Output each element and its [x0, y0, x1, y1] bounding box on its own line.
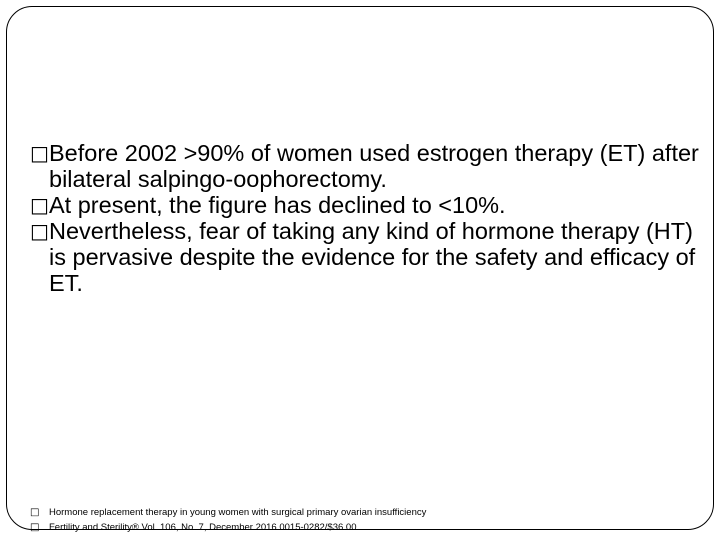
reference-item [30, 520, 690, 535]
square-bullet-icon: □ [30, 507, 40, 518]
bullet-list [30, 140, 705, 296]
bullet-item [30, 192, 705, 218]
bullet-item [30, 140, 705, 192]
square-bullet-icon: □ [30, 193, 49, 217]
square-bullet-icon: □ [30, 141, 49, 165]
reference-text: Fertility and Sterility® Vol. 106, No. 7, December 2016 0015-0282/$36.00 [49, 522, 357, 533]
reference-text: Hormone replacement therapy in young women with surgical primary ovarian insufficiency [49, 507, 427, 518]
bullet-text: Nevertheless, fear of taking any kind of hormone therapy (HT) is pervasive despite the evidence for the safety and efficacy of ET. [49, 218, 696, 296]
bullet-item [30, 218, 705, 296]
reference-list [30, 505, 690, 535]
bullet-text: Before 2002 >90% of women used estrogen therapy (ET) after bilateral salpingo-oophorectomy. [49, 140, 699, 192]
reference-item [30, 505, 690, 520]
square-bullet-icon: □ [30, 219, 49, 243]
bullet-text: At present, the figure has declined to <10%. [49, 192, 506, 218]
square-bullet-icon: □ [30, 522, 40, 533]
